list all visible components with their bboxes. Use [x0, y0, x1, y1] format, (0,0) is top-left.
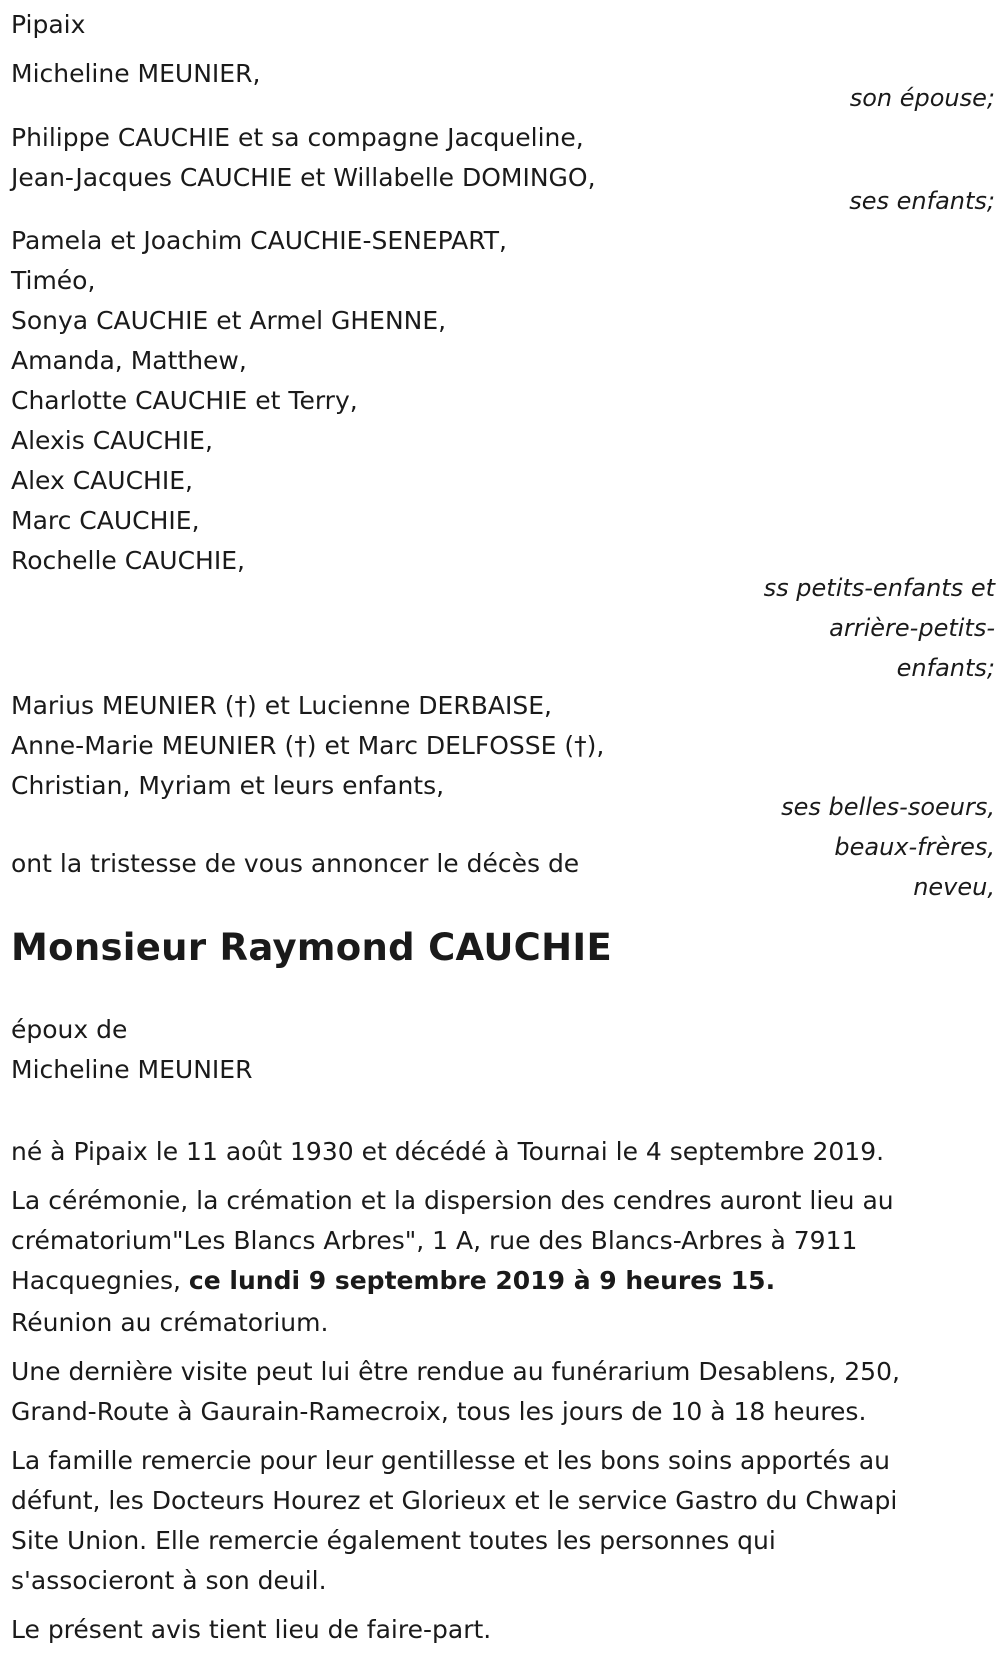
- closing-paragraph: [11, 1610, 986, 1650]
- spouse-of-line: époux de: [11, 1015, 128, 1044]
- name-line: Amanda, Matthew,: [11, 346, 247, 375]
- spouse-of-line: Micheline MEUNIER: [11, 1055, 253, 1084]
- visit-line: Une dernière visite peut lui être rendue au funérarium Desablens, 250,: [11, 1357, 900, 1386]
- role-line: arrière-petits-: [829, 614, 995, 642]
- role-line: ss petits-enfants et: [763, 574, 995, 602]
- name-line: Rochelle CAUCHIE,: [11, 546, 245, 575]
- inlaws-role: [635, 787, 995, 907]
- thanks-line: défunt, les Docteurs Hourez et Glorieux et le service Gastro du Chwapi: [11, 1486, 898, 1515]
- thanks-line: s'associeront à son deuil.: [11, 1566, 327, 1595]
- ceremony-place: Hacquegnies,: [11, 1266, 189, 1295]
- place-text: Pipaix: [11, 10, 86, 39]
- role-line: son épouse;: [849, 84, 995, 112]
- children-role: [635, 181, 995, 221]
- name-line: Jean-Jacques CAUCHIE et Willabelle DOMINGO,: [11, 163, 596, 192]
- reunion-paragraph: [11, 1303, 986, 1343]
- name-line: Alexis CAUCHIE,: [11, 426, 213, 455]
- name-line: Micheline MEUNIER,: [11, 59, 261, 88]
- spouse-of: [11, 1010, 252, 1090]
- spouse-role: [635, 78, 995, 118]
- birth-death-text: né à Pipaix le 11 août 1930 et décédé à Tournai le 4 septembre 2019.: [11, 1137, 885, 1166]
- deceased-name: Monsieur Raymond CAUCHIE: [11, 926, 613, 969]
- role-line: ses enfants;: [849, 187, 995, 215]
- role-line: neveu,: [913, 873, 995, 901]
- name-line: Christian, Myriam et leurs enfants,: [11, 771, 445, 800]
- announcement-text: ont la tristesse de vous annoncer le décès de: [11, 849, 580, 878]
- name-line: Pamela et Joachim CAUCHIE-SENEPART,: [11, 226, 507, 255]
- inlaws-names: [11, 686, 604, 806]
- birth-death-paragraph: [11, 1132, 986, 1172]
- grandchildren-names: [11, 221, 507, 581]
- ceremony-paragraph: [11, 1181, 986, 1301]
- announcement: [11, 844, 579, 884]
- name-line: Timéo,: [11, 266, 96, 295]
- visit-line: Grand-Route à Gaurain-Ramecroix, tous les jours de 10 à 18 heures.: [11, 1397, 867, 1426]
- ceremony-line: [11, 1261, 986, 1301]
- thanks-line: La famille remercie pour leur gentillesse et les bons soins apportés au: [11, 1446, 890, 1475]
- ceremony-line: La cérémonie, la crémation et la dispersion des cendres auront lieu au: [11, 1186, 894, 1215]
- ceremony-line: crématorium"Les Blancs Arbres", 1 A, rue des Blancs-Arbres à 7911: [11, 1226, 858, 1255]
- name-line: Philippe CAUCHIE et sa compagne Jacqueline,: [11, 123, 584, 152]
- spouse-names: [11, 54, 260, 94]
- name-line: Alex CAUCHIE,: [11, 466, 193, 495]
- role-line: ses belles-soeurs,: [781, 793, 995, 821]
- role-line: beaux-frères,: [834, 833, 995, 861]
- reunion-text: Réunion au crématorium.: [11, 1308, 329, 1337]
- place-header: [11, 5, 85, 45]
- closing-text: Le présent avis tient lieu de faire-part.: [11, 1615, 492, 1644]
- name-line: Charlotte CAUCHIE et Terry,: [11, 386, 358, 415]
- thanks-paragraph: [11, 1441, 986, 1601]
- name-line: Sonya CAUCHIE et Armel GHENNE,: [11, 306, 447, 335]
- grandchildren-role: [635, 568, 995, 688]
- children-names: [11, 118, 596, 198]
- ceremony-date: ce lundi 9 septembre 2019 à 9 heures 15.: [188, 1266, 776, 1295]
- name-line: Marc CAUCHIE,: [11, 506, 200, 535]
- name-line: Marius MEUNIER (†) et Lucienne DERBAISE,: [11, 691, 552, 720]
- thanks-line: Site Union. Elle remercie également toutes les personnes qui: [11, 1526, 776, 1555]
- name-line: Anne-Marie MEUNIER (†) et Marc DELFOSSE (†),: [11, 731, 605, 760]
- role-line: enfants;: [896, 654, 995, 682]
- visit-paragraph: [11, 1352, 986, 1432]
